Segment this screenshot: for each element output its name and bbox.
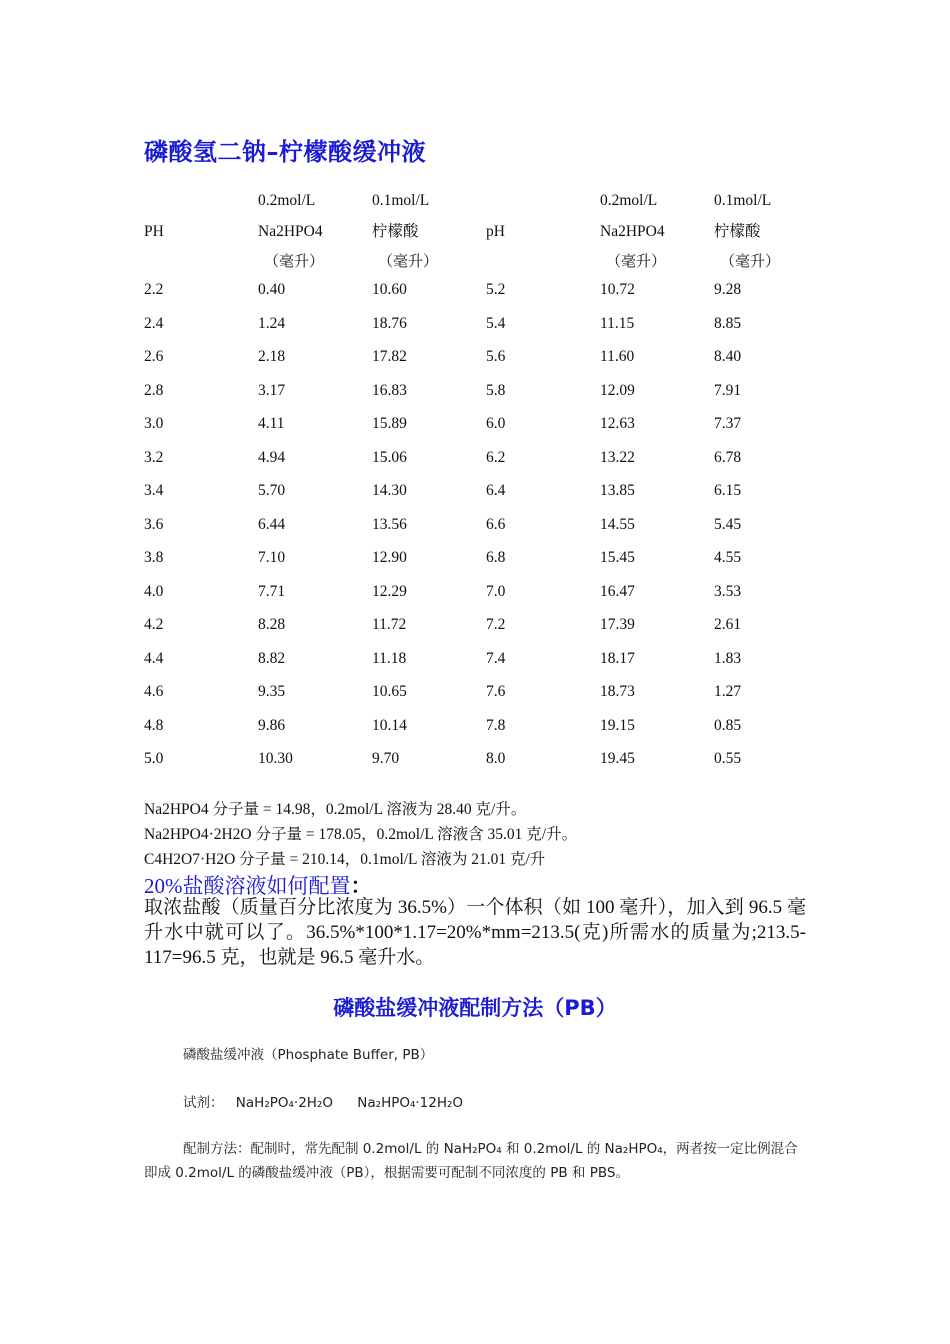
- note-line: Na2HPO4 分子量 = 14.98，0.2mol/L 溶液为 28.40 克/升。: [144, 801, 527, 818]
- molecular-weight-notes: [144, 797, 577, 872]
- reagent-na2hpo4: Na₂HPO₄·12H₂O: [357, 1095, 464, 1111]
- table-row: 4.8 9.86 10.14 7.8 19.15 0.85: [144, 716, 742, 734]
- table-header-row: [140, 185, 818, 278]
- table-row: 3.2 4.94 15.06 6.2 13.22 6.78: [144, 448, 742, 466]
- table-row: 4.2 8.28 11.72 7.2 17.39 2.61: [144, 616, 742, 633]
- note-line: Na2HPO4·2H2O 分子量 = 178.05，0.2mol/L 溶液含 35.01 克/升。: [144, 826, 578, 843]
- table-row: 2.4 1.24 18.76 5.4 11.15 8.85: [144, 314, 742, 332]
- table-row: 2.6 2.18 17.82 5.6 11.60 8.40: [144, 348, 742, 365]
- pb-section-title: 磷酸盐缓冲液配制方法（PB）: [333, 996, 617, 1020]
- hcl-question-title: 20%盐酸溶液如何配置：: [144, 874, 372, 898]
- pb-intro: 磷酸盐缓冲液（Phosphate Buffer, PB）: [183, 1047, 434, 1063]
- table-row: 2.8 3.17 16.83 5.8 12.09 7.91: [144, 381, 742, 399]
- table-row: 4.4 8.82 11.18 7.4 18.17 1.83: [144, 649, 742, 667]
- reagent-nah2po4: NaH₂PO₄·2H₂O: [235, 1095, 333, 1111]
- table-row: 2.2 0.40 10.60 5.2 10.72 9.28: [144, 281, 742, 298]
- buffer-table: [140, 185, 818, 781]
- table-row: 3.4 5.70 14.30 6.4 13.85 6.15: [144, 482, 742, 499]
- reagents-label: 试剂：: [183, 1095, 224, 1111]
- table-row: 4.6 9.35 10.65 7.6 18.73 1.27: [144, 683, 742, 700]
- header-citric-right: 0.1mol/L 柠檬酸 （毫升）: [714, 192, 781, 270]
- header-citric-left: 0.1mol/L 柠檬酸 （毫升）: [372, 192, 439, 270]
- header-na2hpo4-right: 0.2mol/L Na2HPO4 （毫升）: [600, 192, 667, 270]
- table-row: 3.0 4.11 15.89 6.0 12.63 7.37: [144, 415, 742, 432]
- hcl-answer-text: 取浓盐酸（质量百分比浓度为 36.5%）一个体积（如 100 毫升），加入到 96.5 毫升水中就可以了。36.5%*100*1.17=20%*mm=213.5(克)所需水的质量为;213.5-117=96.5 克，也就是 96.5 毫升水。: [144, 897, 806, 968]
- header-ph-left: PH: [144, 223, 164, 240]
- header-ph-right: pH: [486, 223, 505, 240]
- page-title: 磷酸氢二钠–柠檬酸缓冲液: [144, 138, 426, 166]
- pb-method-paragraph: 配制方法：配制时，常先配制 0.2mol/L 的 NaH₂PO₄ 和 0.2mol/L 的 Na₂HPO₄，两者按一定比例混合即成 0.2mol/L 的磷酸盐缓冲液（PB），根据需要可配制不同浓度的 PB 和 PBS。: [144, 1141, 798, 1181]
- table-row: 3.8 7.10 12.90 6.8 15.45 4.55: [144, 549, 742, 566]
- table-row: 5.0 10.30 9.70 8.0 19.45 0.55: [144, 750, 742, 767]
- note-line: C4H2O7·H2O 分子量 = 210.14，0.1mol/L 溶液为 21.01 克/升: [144, 851, 546, 868]
- table-row: 3.6 6.44 13.56 6.6 14.55 5.45: [144, 515, 742, 533]
- pb-reagents: [183, 1091, 463, 1111]
- header-na2hpo4-left: 0.2mol/L Na2HPO4 （毫升）: [258, 192, 325, 270]
- table-row: 4.0 7.71 12.29 7.0 16.47 3.53: [144, 582, 742, 600]
